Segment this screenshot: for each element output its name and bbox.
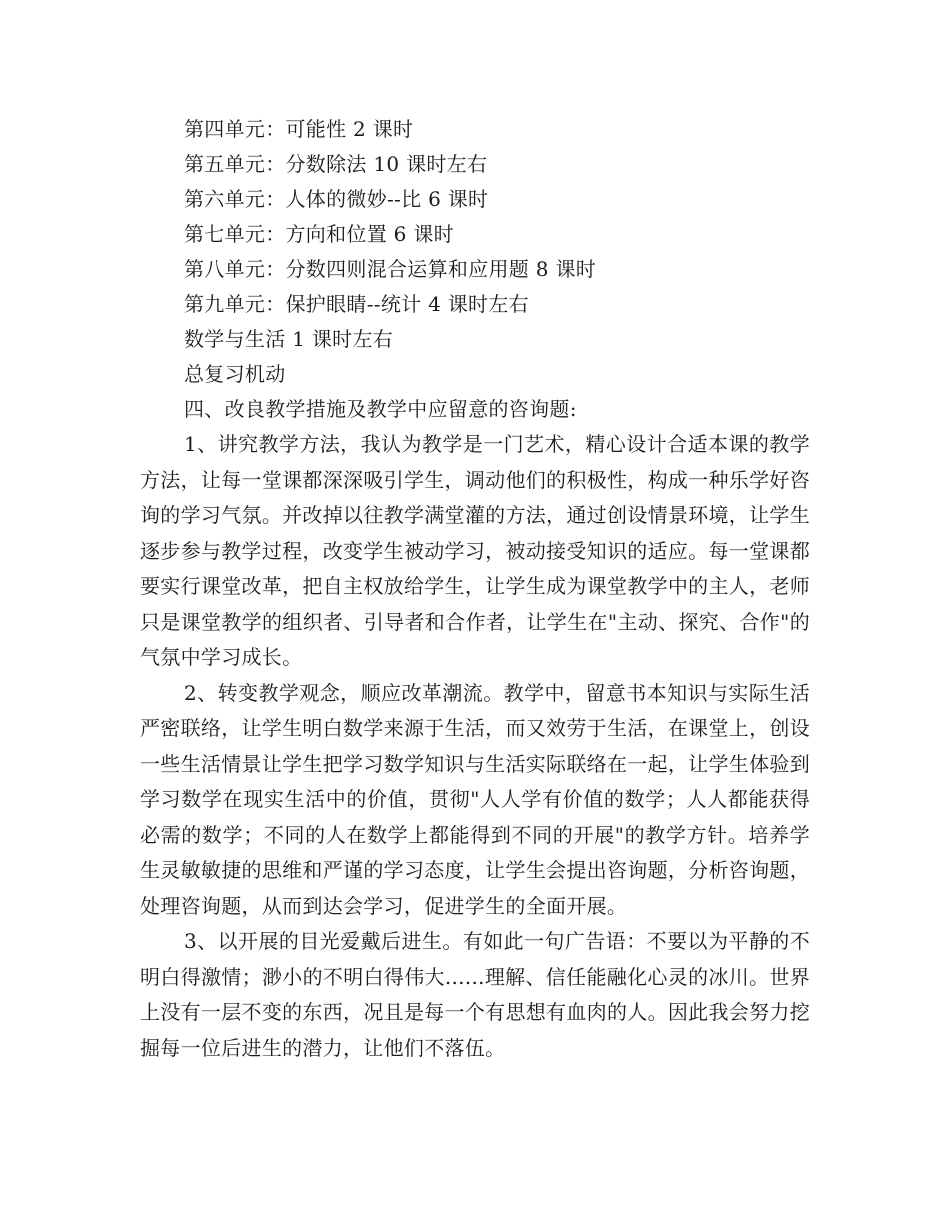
unit-line-9: 第九单元：保护眼睛--统计 4 课时左右 — [184, 292, 529, 316]
unit-line-4: 第四单元：可能性 2 课时 — [184, 117, 414, 141]
unit-line-5: 第五单元：分数除法 10 课时左右 — [184, 152, 488, 176]
paragraph-teaching-method: 1、讲究教学方法，我认为教学是一门艺术，精心设计合适本课的教学方法，让每一堂课都深深吸引学生，调动他们的积极性，构成一种乐学好咨询的学习气氛。并改掉以往教学满堂灌的方法，通过创设情景环境，让学生逐步参与教学过程，改变学生被动学习，被动接受知识的适应。每一堂课都要实行课堂改革，把自主权放给学生，让学生成为课堂教学中的主人，老师只是课堂教学的组织者、引导者和合作者，让学生在"主动、探究、合作"的气氛中学习成长。 — [140, 432, 810, 669]
review-line: 总复习机动 — [184, 362, 286, 386]
unit-line-8: 第八单元：分数四则混合运算和应用题 8 课时 — [184, 257, 597, 281]
unit-line-7: 第七单元：方向和位置 6 课时 — [184, 222, 454, 246]
paragraph-teaching-concept: 2、转变教学观念，顺应改革潮流。教学中，留意书本知识与实际生活严密联络，让学生明白数学来源于生活，而又效劳于生活，在课堂上，创设一些生活情景让学生把学习数学知识与生活实际联络在一起，让学生体验到学习数学在现实生活中的价值，贯彻"人人学有价值的数学；人人都能获得必需的数学；不同的人在数学上都能得到不同的开展"的教学方针。培养学生灵敏敏捷的思维和严谨的学习态度，让学生会提出咨询题，分析咨询题，处理咨询题，从而到达会学习，促进学生的全面开展。 — [140, 680, 810, 918]
section-heading: 四、改良教学措施及教学中应留意的咨询题: — [184, 397, 577, 421]
document-body — [140, 112, 810, 1066]
unit-line-6: 第六单元：人体的微妙--比 6 课时 — [184, 187, 489, 211]
paragraph-underachievers: 3、以开展的目光爱戴后进生。有如此一句广告语：不要以为平静的不明白得激情；渺小的不明白得伟大......理解、信任能融化心灵的冰川。世界上没有一层不变的东西，况且是每一个有思想有血肉的人。因此我会努力挖掘每一位后进生的潜力，让他们不落伍。 — [140, 929, 810, 1060]
math-and-life-line: 数学与生活 1 课时左右 — [184, 327, 394, 351]
